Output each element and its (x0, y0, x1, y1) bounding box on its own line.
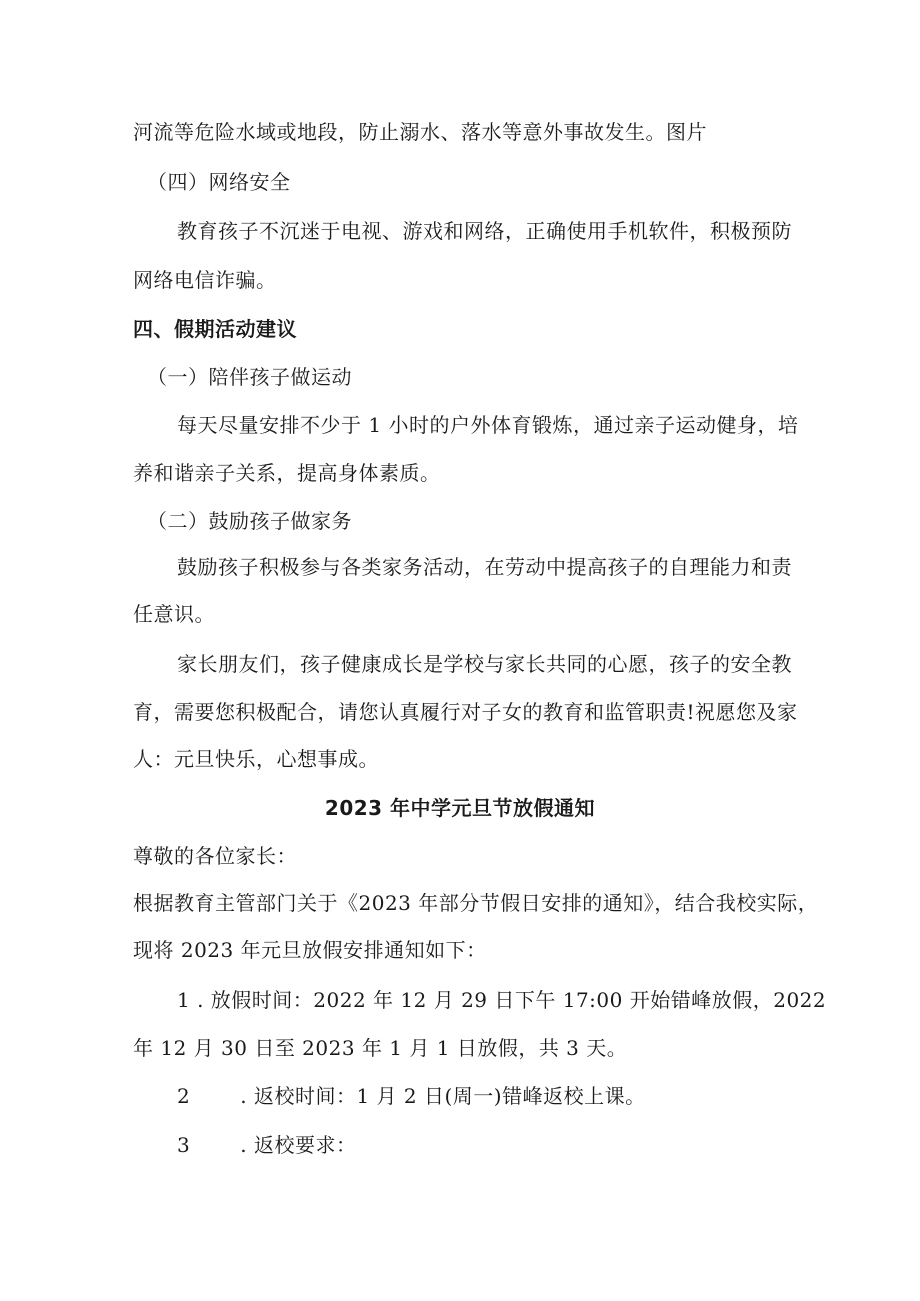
paragraph-sport-line1: 每天尽量安排不少于 1 小时的户外体育锻炼，通过亲子运动健身，培 (177, 413, 799, 437)
notice-item3-text: . 返校要求： (240, 1133, 357, 1157)
notice-item3-number: 3 (177, 1133, 191, 1157)
paragraph-network-line2: 网络电信诈骗。 (133, 268, 277, 292)
paragraph-water-safety-end: 河流等危险水域或地段，防止溺水、落水等意外事故发生。图片 (133, 120, 707, 144)
subheading-sport: （一）陪伴孩子做运动 (147, 365, 352, 389)
notice-intro-line2: 现将 2023 年元旦放假安排通知如下： (133, 938, 487, 962)
notice-item2 (177, 1082, 646, 1110)
paragraph-closing-line2: 育，需要您积极配合，请您认真履行对子女的教育和监管职责!祝愿您及家 (133, 700, 798, 724)
paragraph-network-line1: 教育孩子不沉迷于电视、游戏和网络，正确使用手机软件，积极预防 (177, 219, 792, 243)
notice-intro-line1: 根据教育主管部门关于《2023 年部分节假日安排的通知》，结合我校实际， (133, 891, 819, 915)
notice-item2-text: . 返校时间：1 月 2 日(周一)错峰返校上课。 (240, 1084, 646, 1108)
notice-greeting: 尊敬的各位家长： (133, 844, 297, 868)
paragraph-sport-line2: 养和谐亲子关系，提高身体素质。 (133, 461, 441, 485)
notice-item3 (177, 1131, 356, 1159)
subheading-network-safety: （四）网络安全 (147, 170, 291, 194)
paragraph-chores-line2: 任意识。 (133, 602, 215, 626)
notice-title: 2023 年中学元旦节放假通知 (324, 796, 596, 820)
notice-item1-line2: 年 12 月 30 日至 2023 年 1 月 1 日放假，共 3 天。 (133, 1036, 628, 1060)
subheading-chores: （二）鼓励孩子做家务 (147, 509, 352, 533)
heading-holiday-activities: 四、假期活动建议 (133, 317, 297, 341)
paragraph-closing-line1: 家长朋友们，孩子健康成长是学校与家长共同的心愿，孩子的安全教 (177, 652, 792, 676)
paragraph-closing-line3: 人：元旦快乐，心想事成。 (133, 747, 379, 771)
notice-item1-line1: 1 . 放假时间：2022 年 12 月 29 日下午 17:00 开始错峰放假，2022 (177, 988, 827, 1012)
notice-item2-number: 2 (177, 1084, 191, 1108)
paragraph-chores-line1: 鼓励孩子积极参与各类家务活动，在劳动中提高孩子的自理能力和责 (177, 555, 792, 579)
